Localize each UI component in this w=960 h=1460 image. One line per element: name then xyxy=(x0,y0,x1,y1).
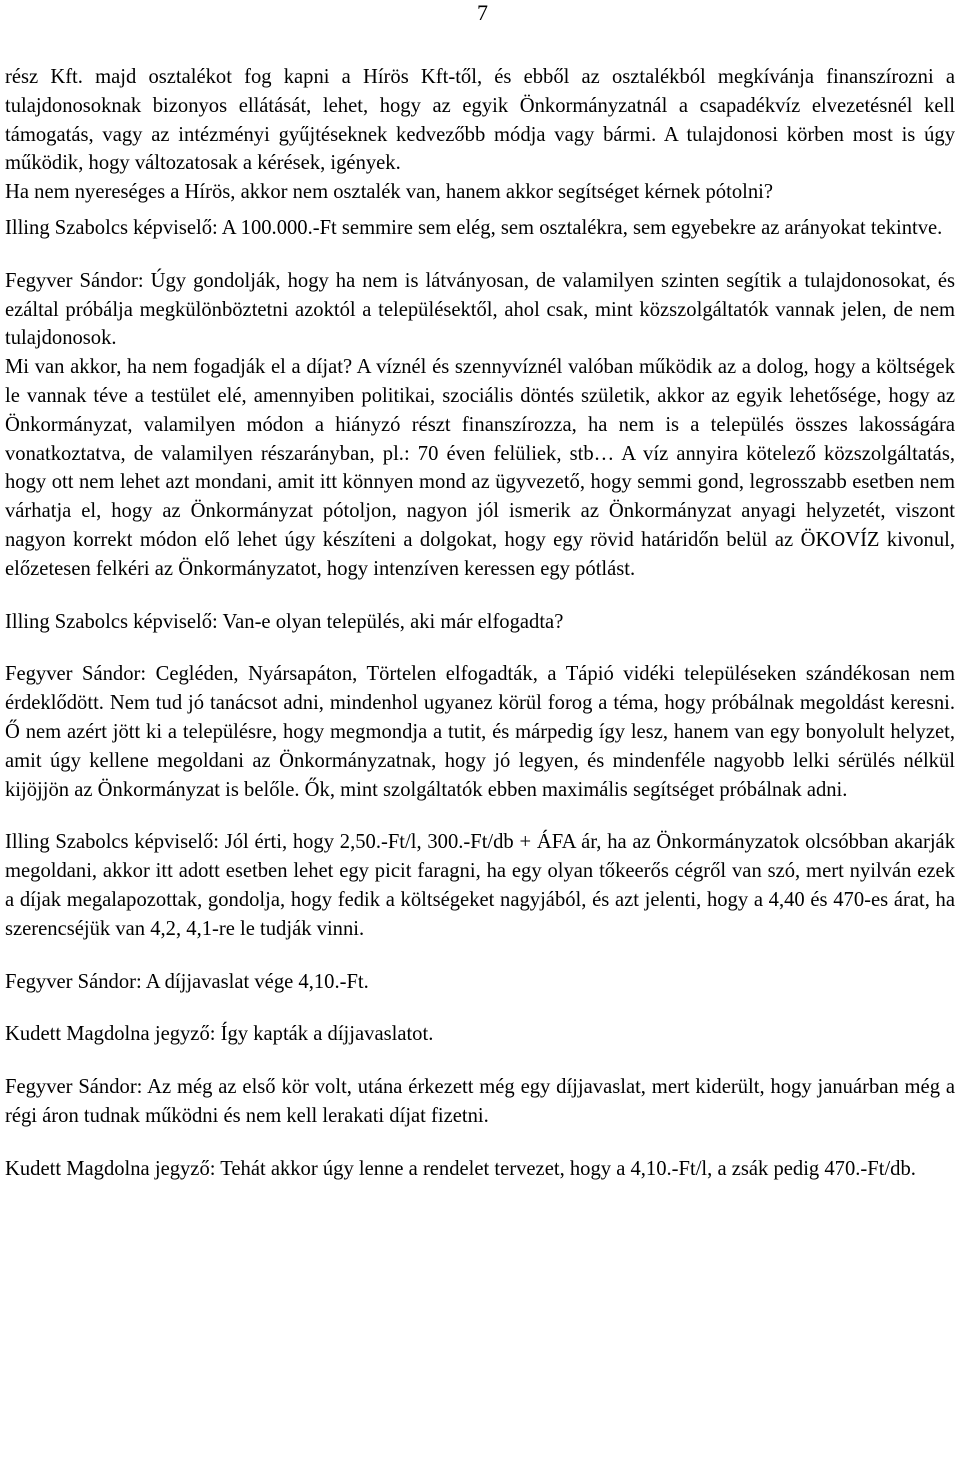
paragraph-8: Illing Szabolcs képviselő: Jól érti, hogy 2,50.-Ft/l, 300.-Ft/db + ÁFA ár, ha az Önkormányzatok olcsóbban akarják megoldani, akkor itt adott esetben lehet egy picit faragni, ha egy olyan tőkeerős cégről van szó, mert nyilván ezek a díjak megalapozottak, gondolja, hogy fedik a költségeket nagyjából, és azt jelenti, hogy a 4,40 és 470-es árat, ha szerencséjük van 4,2, 4,1-re le tudják vinni. xyxy=(5,831,955,940)
paragraph-2: Ha nem nyereséges a Hírös, akkor nem osztalék van, hanem akkor segítséget kérnek pótolni? xyxy=(5,181,774,204)
paragraph-5: Mi van akkor, ha nem fogadják el a díjat? A víznél és szennyvíznél valóban működik az a dolog, hogy a költségek le vannak téve a testület elé, amennyiben politikai, szociális döntés születik, akkor az egyik lehetősége, hogy az Önkormányzat, valamilyen módon a hiányzó részt finanszírozza, ha nem is a település összes lakosságára vonatkoztatva, de valamilyen részarányban, pl.: 70 éven felüliek, stb… A víz annyira kötelező közszolgáltatás, hogy ott nem lehet azt mondani, amit itt könnyen mond az ügyvezető, hogy semmi gond, legrosszabb esetben nem várhatja el, hogy az Önkormányzat pótoljon, nagyon jól ismerik az Önkormányzat anyagi helyzetét, viszont nagyon korrekt módon elő lehet úgy készíteni a dolgokat, hogy egy rövid határidőn belül az ÖKOVÍZ kivonul, előzetesen felkéri az Önkormányzatot, hogy intenzíven keressen egy pótlást. xyxy=(5,356,955,580)
page-number: 7 xyxy=(477,0,488,25)
paragraph-6: Illing Szabolcs képviselő: Van-e olyan település, aki már elfogadta? xyxy=(5,610,564,633)
paragraph-7: Fegyver Sándor: Cegléden, Nyársapáton, Törtelen elfogadták, a Tápió vidéki településeken szándékosan nem érdeklődött. Nem tud jó tanácsot adni, mindenhol ugyanez körül forog a téma, hogy próbálnak megoldást keresni. Ő nem azért jött ki a településre, hogy megmondja a tutit, és márpedig így lesz, hanem van egy bonyolult helyzet, amit úgy kellene megoldani az Önkormányzatnak, hogy jó legyen, és mindenféle nagyobb lelki sérülés nélkül kijöjjön az Önkormányzat is belőle. Ők, mint szolgáltatók ebben maximális segítséget próbálnak adni. xyxy=(5,663,955,801)
paragraph-1: rész Kft. majd osztalékot fog kapni a Hírös Kft-től, és ebből az osztalékból megkívánja finanszírozni a tulajdonosoknak bizonyos ellátását, lehet, hogy az egyik Önkormányzatnál a csapadékvíz elvezetésnél kell támogatás, vagy az intézményi gyűjtéseknek kedvezőbb módja vagy bármi. A tulajdonosi körben most is úgy működik, hogy változatosak a kérések, igények. xyxy=(5,66,955,175)
paragraph-4: Fegyver Sándor: Úgy gondolják, hogy ha nem is látványosan, de valamilyen szinten segítik a tulajdonosokat, és ezáltal próbálja megkülönböztetni azoktól a településektől, ahol csak, mint közszolgáltatók vannak jelen, de nem tulajdonosok. xyxy=(5,269,955,350)
document-body xyxy=(5,63,955,1184)
paragraph-12: Kudett Magdolna jegyző: Tehát akkor úgy lenne a rendelet tervezet, hogy a 4,10.-Ft/l, a zsák pedig 470.-Ft/db. xyxy=(5,1157,916,1180)
paragraph-10: Kudett Magdolna jegyző: Így kapták a díjjavaslatot. xyxy=(5,1023,434,1046)
paragraph-11: Fegyver Sándor: Az még az első kör volt, utána érkezett még egy díjjavaslat, mert kiderült, hogy januárban még a régi áron tudnak működni és nem kell lerakati díjat fizetni. xyxy=(5,1076,955,1127)
paragraph-3: Illing Szabolcs képviselő: A 100.000.-Ft semmire sem elég, sem osztalékra, sem egyebekre az arányokat tekintve. xyxy=(5,216,943,239)
paragraph-9: Fegyver Sándor: A díjjavaslat vége 4,10.-Ft. xyxy=(5,970,369,993)
